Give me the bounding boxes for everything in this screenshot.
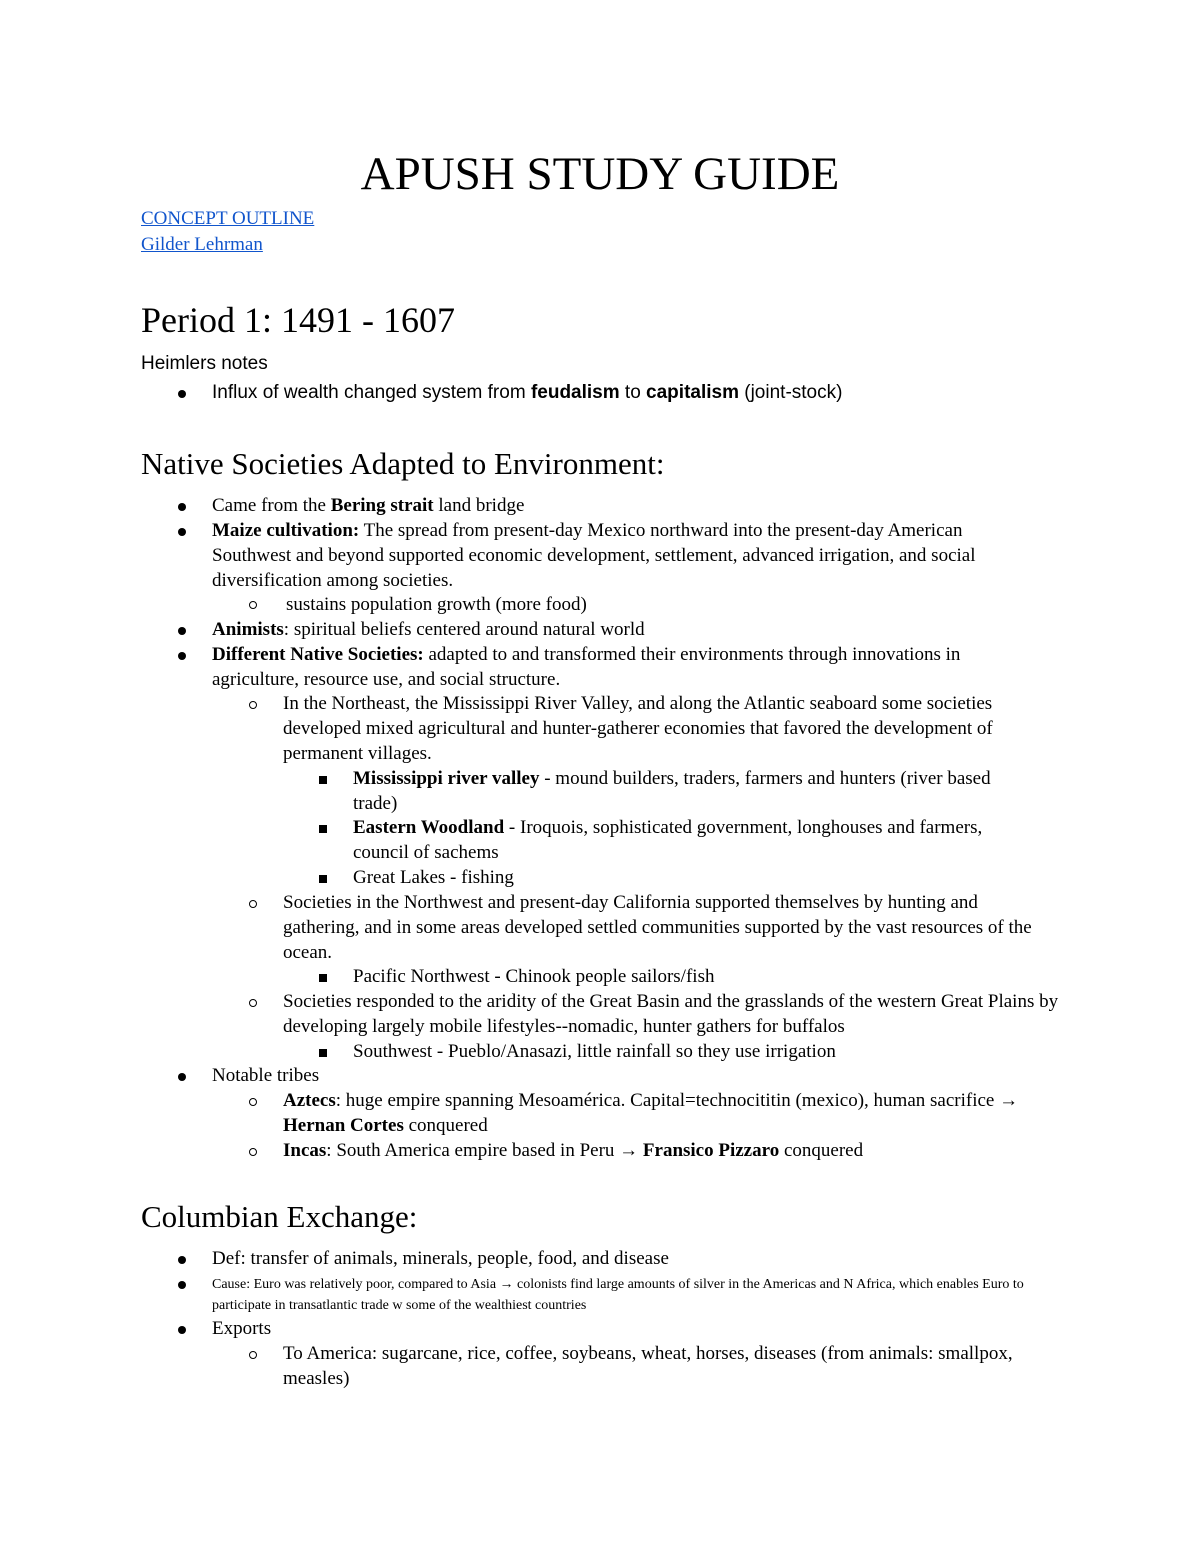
native-subsubitem-southwest [353, 1039, 1053, 1064]
text-run: Great Lakes - fishing [353, 867, 514, 888]
document-title: APUSH STUDY GUIDE [360, 148, 840, 200]
bullet-square-icon [319, 974, 327, 982]
native-subitem-northwest [283, 890, 1043, 965]
text-run: : South America empire based in Peru → [326, 1140, 643, 1161]
text-run: Southwest - Pueblo/Anasazi, little rainfall so they use irrigation [353, 1041, 836, 1062]
native-subitem-incas [283, 1138, 1063, 1163]
bold-text-run: Mississippi river valley [353, 768, 540, 789]
text-run: (joint-stock) [738, 382, 843, 403]
bullet-circle-icon [249, 1148, 257, 1156]
native-societies-heading: Native Societies Adapted to Environment: [141, 446, 665, 481]
bullet-circle-icon [249, 1098, 257, 1106]
text-run: : huge empire spanning Mesoamérica. Capital=technocititin (mexico), human sacrifice → [335, 1090, 1019, 1111]
text-run: Notable tribes [212, 1065, 320, 1086]
native-subitem-population [286, 592, 1046, 617]
text-run: The spread from present-day Mexico northward into the present-day American Southwest and beyond supported economic development, settlement, advanced irrigation, and social diversification among societies. [212, 520, 976, 591]
columbian-item-cause [212, 1274, 1072, 1316]
columbian-item-def [212, 1246, 1072, 1271]
text-run: land bridge [433, 495, 525, 516]
native-subitem-northeast [283, 691, 1038, 766]
text-run: adapted to and transformed their environments through innovations in agriculture, resource use, and social structure. [212, 644, 961, 690]
concept-outline-link[interactable]: CONCEPT OUTLINE [141, 208, 315, 229]
bullet-disc-icon [178, 1073, 186, 1081]
bullet-square-icon [319, 776, 327, 784]
bold-text-run: Hernan Cortes [283, 1115, 404, 1136]
bold-text-run: Different Native Societies: [212, 644, 424, 665]
native-subitem-great-basin [283, 989, 1073, 1039]
bullet-disc-icon [178, 1326, 186, 1334]
text-run: Exports [212, 1318, 272, 1339]
native-subsubitem-eastern-woodland [353, 815, 1003, 865]
text-run: Societies responded to the aridity of the Great Basin and the grasslands of the western Great Plains by developing largely mobile lifestyles--nomadic, hunter gathers for buffalos [283, 991, 1059, 1037]
bullet-disc-icon [178, 1256, 186, 1264]
bold-text-run: Fransico Pizzaro [642, 1140, 780, 1161]
bullet-square-icon [319, 875, 327, 883]
text-run: sustains population growth (more food) [286, 594, 587, 615]
bullet-circle-icon [249, 1351, 257, 1359]
text-run: Pacific Northwest - Chinook people sailors/fish [353, 966, 715, 987]
text-run: conquered [779, 1140, 864, 1161]
gilder-lehrman-link[interactable]: Gilder Lehrman [141, 234, 263, 255]
bold-text-run: Bering strait [330, 495, 434, 516]
native-item-notable-tribes [212, 1063, 1072, 1088]
bullet-disc-icon [178, 652, 186, 660]
text-run: - mound builders, traders, farmers and hunters (river based trade) [353, 768, 991, 814]
bullet-disc-icon [178, 627, 186, 635]
text-run: Def: transfer of animals, minerals, people, food, and disease [212, 1248, 669, 1269]
text-run: Came from the [212, 495, 331, 516]
native-subsubitem-mississippi [353, 766, 1033, 816]
native-subsubitem-pacific-northwest [353, 964, 1033, 989]
bullet-circle-icon [249, 900, 257, 908]
bullet-circle-icon [249, 601, 257, 609]
text-run: Influx of wealth changed system from [212, 382, 531, 403]
bullet-square-icon [319, 1049, 327, 1057]
text-run: - Iroquois, sophisticated government, longhouses and farmers, council of sachems [353, 817, 983, 863]
heimlers-bullet-1 [212, 380, 1112, 405]
bullet-square-icon [319, 825, 327, 833]
bullet-disc-icon [178, 528, 186, 536]
text-run: to [619, 382, 647, 403]
native-subitem-aztecs [283, 1088, 1043, 1138]
text-run: In the Northeast, the Mississippi River Valley, and along the Atlantic seaboard some societies developed mixed agricultural and hunter-gatherer economies that favored the development of permanent villages. [283, 693, 993, 764]
period-heading: Period 1: 1491 - 1607 [141, 300, 455, 340]
bold-text-run: Aztecs [283, 1090, 336, 1111]
text-run: : spiritual beliefs centered around natural world [283, 619, 645, 640]
bold-text-run: Animists [212, 619, 284, 640]
native-item-bering [212, 493, 1072, 518]
bullet-disc-icon [178, 503, 186, 511]
bold-text-run: Incas [283, 1140, 327, 1161]
bold-text-run: Eastern Woodland [353, 817, 505, 838]
text-run: Cause: Euro was relatively poor, compared to Asia → colonists find large amounts of silver in the Americas and N Africa, which enables Euro to participate in transatlantic trade w some of the wealthiest countries [212, 1277, 1024, 1313]
columbian-exchange-heading: Columbian Exchange: [141, 1199, 418, 1234]
bold-text-run: capitalism [646, 382, 739, 403]
bullet-disc-icon [178, 1281, 186, 1289]
text-run: conquered [403, 1115, 488, 1136]
text-run: Societies in the Northwest and present-day California supported themselves by hunting and gathering, and in some areas developed settled communities supported by the vast resources of the ocean. [283, 892, 1032, 963]
columbian-item-exports [212, 1316, 1072, 1341]
native-item-animists [212, 617, 1072, 642]
heimlers-notes-label: Heimlers notes [141, 353, 268, 374]
columbian-subitem-to-america [283, 1341, 1043, 1391]
bullet-circle-icon [249, 999, 257, 1007]
text-run: To America: sugarcane, rice, coffee, soybeans, wheat, horses, diseases (from animals: smallpox, measles) [283, 1343, 1013, 1389]
bold-text-run: Maize cultivation: [212, 520, 360, 541]
bold-text-run: feudalism [530, 382, 620, 403]
bullet-circle-icon [249, 701, 257, 709]
native-item-different-societies [212, 642, 1047, 692]
native-item-maize [212, 518, 997, 593]
bullet-disc-icon [178, 390, 186, 398]
native-subsubitem-great-lakes [353, 865, 1033, 890]
